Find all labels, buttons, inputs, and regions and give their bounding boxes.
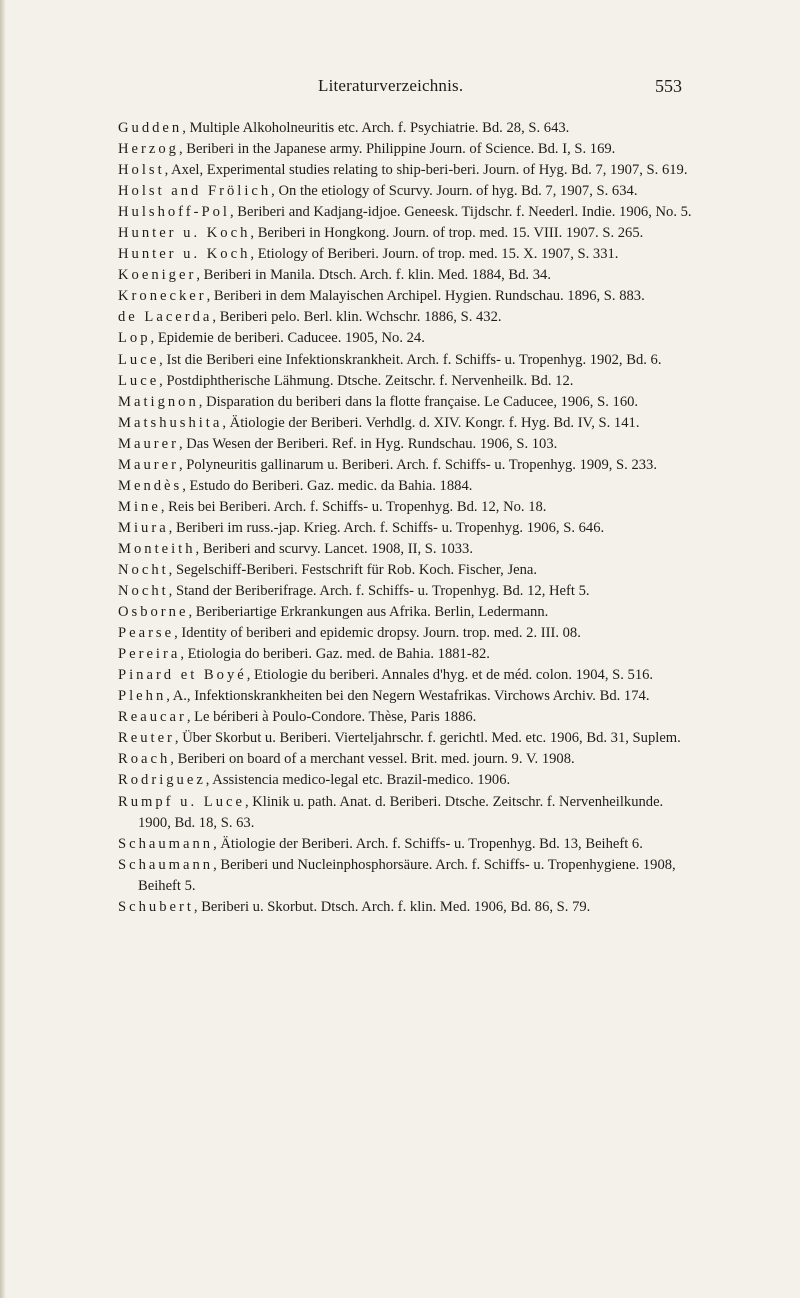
entry-citation: , Beriberi pelo. Berl. klin. Wchschr. 1886, S. 432. — [212, 309, 502, 326]
entry-citation: , Reis bei Beriberi. Arch. f. Schiffs- u. Tropenhyg. Bd. 12, No. 18. — [160, 498, 547, 515]
bibliography-entry — [118, 792, 698, 834]
entry-author: Monteith — [118, 540, 196, 557]
bibliography-entry — [118, 286, 698, 307]
entry-citation: , Beriberi in Manila. Dtsch. Arch. f. klin. Med. 1884, Bd. 34. — [196, 267, 551, 284]
entry-citation: , Beriberi u. Skorbut. Dtsch. Arch. f. klin. Med. 1906, Bd. 86, S. 79. — [193, 898, 591, 915]
entry-citation: , On the etiology of Scurvy. Journ. of hyg. Bd. 7, 1907, S. 634. — [271, 183, 638, 200]
entry-author: Hulshoff-Pol — [118, 204, 230, 221]
entry-author: Mendès — [118, 477, 183, 494]
entry-author: Osborne — [118, 604, 189, 621]
entry-author: Holst — [118, 162, 165, 179]
page-number: 553 — [655, 76, 682, 96]
bibliography-entry — [118, 265, 698, 286]
entry-citation: , Beriberiartige Erkrankungen aus Afrika. Berlin, Ledermann. — [188, 604, 549, 621]
bibliography-entry — [118, 202, 698, 223]
entry-citation: , Beriberi in Hongkong. Journ. of trop. med. 15. VIII. 1907. S. 265. — [250, 225, 644, 242]
entry-author: Schubert — [118, 898, 194, 915]
entry-citation: , Ätiologie der Beriberi. Verhdlg. d. XIV. Kongr. f. Hyg. Bd. IV, S. 141. — [222, 414, 640, 431]
entry-citation: , Postdiphtherische Lähmung. Dtsche. Zeitschr. f. Nervenheilk. Bd. 12. — [159, 372, 574, 389]
entry-citation: , Etiologia do beriberi. Gaz. med. de Bahia. 1881-82. — [180, 646, 490, 663]
bibliography-entry — [118, 770, 698, 791]
bibliography-list — [118, 118, 698, 918]
entry-author: Plehn — [118, 688, 167, 705]
bibliography-entry — [118, 455, 698, 476]
entry-citation: , Beriberi and Kadjang-idjoe. Geneesk. Tijdschr. f. Neederl. Indie. 1906, No. 5. — [229, 204, 692, 221]
bibliography-entry — [118, 244, 698, 265]
entry-author: Lop — [118, 330, 151, 347]
bibliography-entry — [118, 665, 698, 686]
entry-author: Holst and Frölich — [118, 183, 272, 200]
entry-citation: , Klinik u. path. Anat. d. Beriberi. Dtsche. Zeitschr. f. Nervenheilkunde. 1900, Bd. 18, S. 63. — [138, 793, 664, 831]
entry-author: Koeniger — [118, 267, 197, 284]
entry-citation: , Über Skorbut u. Beriberi. Vierteljahrschr. f. gerichtl. Med. etc. 1906, Bd. 31, Suplem. — [174, 730, 681, 747]
bibliography-entry — [118, 602, 698, 623]
bibliography-entry — [118, 897, 698, 918]
entry-author: Rumpf u. Luce — [118, 793, 245, 810]
page-edge-shadow — [0, 0, 6, 1298]
entry-citation: , Identity of beriberi and epidemic dropsy. Journ. trop. med. 2. III. 08. — [174, 625, 581, 642]
bibliography-entry — [118, 328, 698, 349]
bibliography-entry — [118, 623, 698, 644]
entry-author: Gudden — [118, 120, 183, 136]
bibliography-entry — [118, 139, 698, 160]
entry-author: Herzog — [118, 141, 179, 158]
entry-citation: , Beriberi and scurvy. Lancet. 1908, II, S. 1033. — [195, 540, 473, 557]
bibliography-entry — [118, 160, 698, 181]
entry-author: Maurer — [118, 456, 179, 473]
bibliography-entry — [118, 434, 698, 455]
entry-citation: , Segelschiff-Beriberi. Festschrift für Rob. Koch. Fischer, Jena. — [168, 561, 538, 578]
entry-citation: , Beriberi in the Japanese army. Philippine Journ. of Science. Bd. I, S. 169. — [178, 141, 616, 158]
entry-citation: , Polyneuritis gallinarum u. Beriberi. Arch. f. Schiffs- u. Tropenhyg. 1909, S. 233. — [178, 456, 658, 473]
entry-citation: , Ätiologie der Beriberi. Arch. f. Schiffs- u. Tropenhyg. Bd. 13, Beiheft 6. — [213, 835, 643, 852]
entry-author: Reaucar — [118, 709, 187, 726]
bibliography-entry — [118, 307, 698, 328]
entry-author: Roach — [118, 751, 171, 768]
entry-author: Pereira — [118, 646, 181, 663]
entry-citation: , Disparation du beriberi dans la flotte française. Le Caducee, 1906, S. 160. — [198, 393, 639, 410]
entry-author: Pearse — [118, 625, 175, 642]
bibliography-entry — [118, 855, 698, 897]
bibliography-entry — [118, 181, 698, 202]
bibliography-entry — [118, 834, 698, 855]
entry-author: Matshushita — [118, 414, 223, 431]
entry-author: Hunter u. Koch — [118, 246, 251, 263]
bibliography-entry — [118, 539, 698, 560]
entry-citation: , Beriberi im russ.-jap. Krieg. Arch. f. Schiffs- u. Tropenhyg. 1906, S. 646. — [168, 519, 605, 536]
bibliography-entry — [118, 392, 698, 413]
entry-author: Kronecker — [118, 288, 207, 305]
entry-author: Schaumann — [118, 835, 214, 852]
bibliography-entry — [118, 350, 698, 371]
bibliography-entry — [118, 476, 698, 497]
entry-citation: , A., Infektionskrankheiten bei den Negern Westafrikas. Virchows Archiv. Bd. 174. — [166, 688, 650, 705]
entry-author: de Lacerda — [118, 309, 213, 326]
bibliography-entry — [118, 118, 698, 139]
entry-citation: , Epidemie de beriberi. Caducee. 1905, No. 24. — [150, 330, 425, 347]
entry-citation: , Le bériberi à Poulo-Condore. Thèse, Paris 1886. — [186, 709, 477, 726]
entry-citation: , Ist die Beriberi eine Infektionskrankheit. Arch. f. Schiffs- u. Tropenhyg. 1902, Bd. 6. — [159, 351, 662, 368]
bibliography-entry — [118, 560, 698, 581]
entry-author: Mine — [118, 498, 161, 515]
entry-author: Matignon — [118, 393, 199, 410]
entry-citation: , Das Wesen der Beriberi. Ref. in Hyg. Rundschau. 1906, S. 103. — [178, 435, 558, 452]
entry-author: Hunter u. Koch — [118, 225, 251, 242]
entry-citation: , Assistencia medico-legal etc. Brazil-medico. 1906. — [205, 772, 511, 789]
entry-author: Maurer — [118, 435, 179, 452]
entry-citation: , Beriberi on board of a merchant vessel. Brit. med. journ. 9. V. 1908. — [170, 751, 575, 768]
bibliography-entry — [118, 644, 698, 665]
bibliography-entry — [118, 497, 698, 518]
running-title: Literaturverzeichnis. — [318, 76, 464, 95]
entry-author: Pinard et Boyé — [118, 667, 247, 684]
entry-author: Luce — [118, 372, 160, 389]
entry-author: Reuter — [118, 730, 175, 747]
bibliography-entry — [118, 749, 698, 770]
bibliography-entry — [118, 371, 698, 392]
entry-author: Luce — [118, 351, 160, 368]
entry-author: Miura — [118, 519, 169, 536]
entry-citation: , Multiple Alkoholneuritis etc. Arch. f. Psychiatrie. Bd. 28, S. 643. — [182, 120, 570, 136]
entry-citation: , Beriberi in dem Malayischen Archipel. Hygien. Rundschau. 1896, S. 883. — [206, 288, 645, 305]
bibliography-entry — [118, 581, 698, 602]
entry-citation: , Stand der Beriberifrage. Arch. f. Schiffs- u. Tropenhyg. Bd. 12, Heft 5. — [168, 583, 590, 600]
entry-citation: , Etiologie du beriberi. Annales d'hyg. et de méd. colon. 1904, S. 516. — [246, 667, 654, 684]
bibliography-entry — [118, 707, 698, 728]
bibliography-entry — [118, 686, 698, 707]
bibliography-entry — [118, 413, 698, 434]
bibliography-entry — [118, 728, 698, 749]
entry-author: Nocht — [118, 583, 169, 600]
entry-citation: , Estudo do Beriberi. Gaz. medic. da Bahia. 1884. — [182, 477, 473, 494]
entry-author: Rodriguez — [118, 772, 206, 789]
entry-citation: , Beriberi und Nucleinphosphorsäure. Arch. f. Schiffs- u. Tropenhygiene. 1908, Beiheft 5. — [138, 856, 676, 894]
bibliography-entry — [118, 223, 698, 244]
bibliography-entry — [118, 518, 698, 539]
page-header — [0, 72, 800, 102]
entry-citation: , Etiology of Beriberi. Journ. of trop. med. 15. X. 1907, S. 331. — [250, 246, 619, 263]
entry-author: Nocht — [118, 561, 169, 578]
entry-author: Schaumann — [118, 856, 214, 873]
entry-citation: , Axel, Experimental studies relating to ship-beri-beri. Journ. of Hyg. Bd. 7, 1907, S. 619. — [164, 162, 688, 179]
